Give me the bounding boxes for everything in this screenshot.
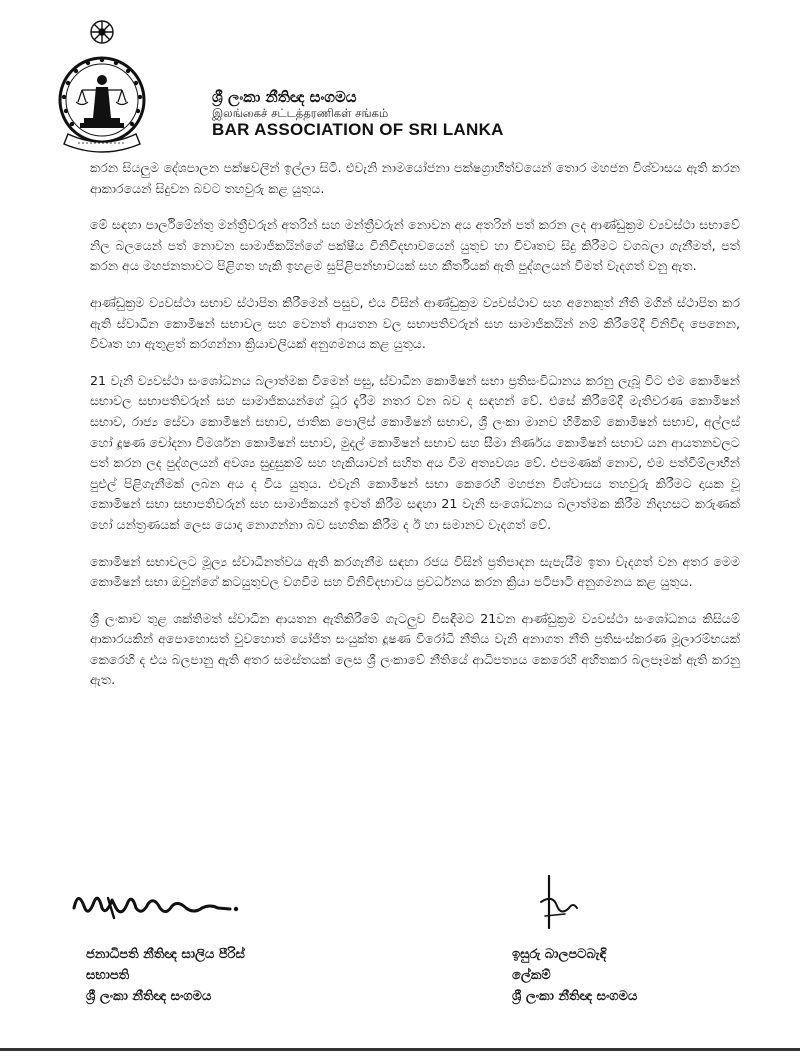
org-name-tamil: இலங்கைச் சட்டத்தரணிகள் சங்கம் bbox=[212, 106, 389, 120]
letter-body bbox=[90, 158, 740, 707]
paragraph: කොමිෂන් සභාවලට මූල්‍ය ස්වාධීනත්වය ඇති කරගැනීම සඳහා රජය විසින් ප්‍රතිපාදන සැපැයීම ඉතා වැදගත් වන අතර මෙම කොමිෂන් සභා ඔවුන්ගේ කටයුතුවල වගවීම සහ විනිවිදභාවය ප්‍රවර්ධනය කරන ක්‍රියා පටිපාටි අනුගමනය කළ යුතුය. bbox=[90, 553, 740, 590]
signatory-name: ජනාධිපති නීතිඥ සාලිය පීරිස් bbox=[86, 947, 245, 962]
signature-right-icon bbox=[535, 872, 585, 934]
paragraph: 21 වැනි ව්‍යවස්ථා සංශෝධනය බලාත්මක වීමෙන් පසු, ස්වාධීන කොමිෂන් සභා ප්‍රතිසංවිධානය කරනු ලැබූ විට එම කොමිෂන් සභාවල සභාපතිවරුන් සහ සාමාජිකයන්ගේ ධූර දැරීම නතර වන බව ද සඳහන් වේ. එසේ කිරීමේදී මැතිවරණ කොමිෂන් සභාව, රාජ්‍ය සේවා කොමිෂන් සභාව, ජාතික පොලිස් කොමිෂන් සභාව, ශ්‍රී ලංකා මානව හිමිකම් කොමිෂන් සභාව, අල්ලස් හෝ දූෂණ චෝදනා විමර්ශන කොමිෂන් සභාව, මුදල් කොමිෂන් සභාව සහ සීමා නිර්ණය කොමිෂන් සභාව යන ආයතනවලට පත් කරන ලද පුද්ගලයන් අවශ්‍ය සුදුසුකම් සහ හැකියාවන් සහිත අය වීම අත්‍යවශ්‍ය වේ. එපමණක් නොව, එම පත්වීම්ලාභීන් පුළුල් පිළිගැනීමක් ලබන අය ද විය යුතුය. එවැනි කොමිෂන් සභා කෙරෙහි මහජන විශ්වාසය තහවුරු කිරීමට දායක වූ කොමිෂන් සභා සභාපතිවරුන් සහ සාමාජිකයන් ඉවත් කිරීම සඳහා 21 වැනි සංශෝධනය බලාත්මක කිරීම නිදහසට කරුණක් හෝ යන්ත්‍රණයක් ලෙස යොදා නොගන්නා බව සහතික කිරීම ද ඊ හා සමානව වැදගත් වේ. bbox=[90, 372, 740, 532]
signatory-title: සභාපති bbox=[86, 968, 130, 983]
signatory-president bbox=[86, 944, 245, 1007]
signatory-organization: ශ්‍රී ලංකා නීතිඥ සංගමය bbox=[86, 989, 212, 1004]
paragraph: ශ්‍රී ලංකාව තුළ ශක්තිමත් ස්වාධීන ආයතන ඇතිකිරීමේ ගැටලුව විසඳීමට 21වන ආණ්ඩුක්‍රම ව්‍යවස්ථා සංශෝධනය කිසියම් ආකාරයකින් අපොහොසත් වුවහොත් යෝජිත සංයුක්ත දූෂණ විරෝධී නීතිය වැනි අනාගත නීති ප්‍රතිසංස්කරණ මූලාරම්භයක් කෙරෙහි ද එය බලපානු ඇති අතර සමස්තයක් ලෙස ශ්‍රී ලංකාවේ නීතියේ ආධිපත්‍යය කෙරෙහි අහිතකර බලපෑමක් ඇති කරනු ඇත. bbox=[90, 610, 740, 688]
paragraph: මේ සඳහා පාර්ලිමේන්තු මන්ත්‍රීවරුන් අතරින් සහ මන්ත්‍රීවරුන් නොවන අය අතරින් පත් කරන ලද ආණ්ඩුක්‍රම ව්‍යවස්ථා සභාවේ නිල බලයෙන් පත් නොවන සාමාජිකයින්ගේ පක්ෂීය විනිවිදභාවයෙන් යුතුව හා විවෘතව සිදු කිරීමට වගබලා ගැනීමත්, පත් කරන අය මහජනතාවට පිළිගත හැකි ඉහළම සුපිළිපන්භාවයක් සහ කීර්තියක් ඇති පුද්ගලයන් වීමත් වැදගත් වනු ඇත. bbox=[90, 217, 740, 274]
signatory-name: ඉසුරු බාලපටබැඳි bbox=[512, 947, 607, 962]
signature-left-icon bbox=[68, 878, 248, 928]
paragraph: ආණ්ඩුක්‍රම ව්‍යවස්ථා සභාව ස්ථාපිත කිරීමෙන් පසුව, එය විසින් ආණ්ඩුක්‍රම ව්‍යවස්ථාව සහ අනෙකුත් නීති මගින් ස්ථාපිත කර ඇති ස්වාධීන කොමිෂන් සභාවල සහ වෙනත් ආයතන වල සභාපතිවරුන් සහ සාමාජිකයින් නම් කිරීමේදී විනිවිද පෙනෙන, විවෘත හා ඇතුළත් කරගන්නා ක්‍රියාවලියක් අනුගමනය කළ යුතුය. bbox=[90, 294, 740, 352]
org-name-sinhala: ශ්‍රී ලංකා නීතිඥ සංගමය bbox=[212, 88, 357, 106]
signatory-organization: ශ්‍රී ලංකා නීතිඥ සංගමය bbox=[512, 989, 638, 1004]
paragraph: කරන සියලුම දේශපාලන පක්ෂවලින් ඉල්ලා සිටී. එවැනි නාමයෝජනා පක්ෂග්‍රාහීත්වයෙන් තොර මහජන විශ්වාසය ඇති කරන ආකාරයෙන් සිදුවන බවට තහවුරු කළ යුතුය. bbox=[90, 160, 740, 196]
page-bottom-border bbox=[0, 1048, 800, 1051]
signatory-title: ලේකම් bbox=[512, 968, 551, 983]
signatory-secretary bbox=[512, 944, 637, 1007]
org-name-english: BAR ASSOCIATION OF SRI LANKA bbox=[212, 120, 504, 139]
letterhead bbox=[212, 88, 504, 140]
bar-association-emblem-icon bbox=[58, 10, 208, 160]
